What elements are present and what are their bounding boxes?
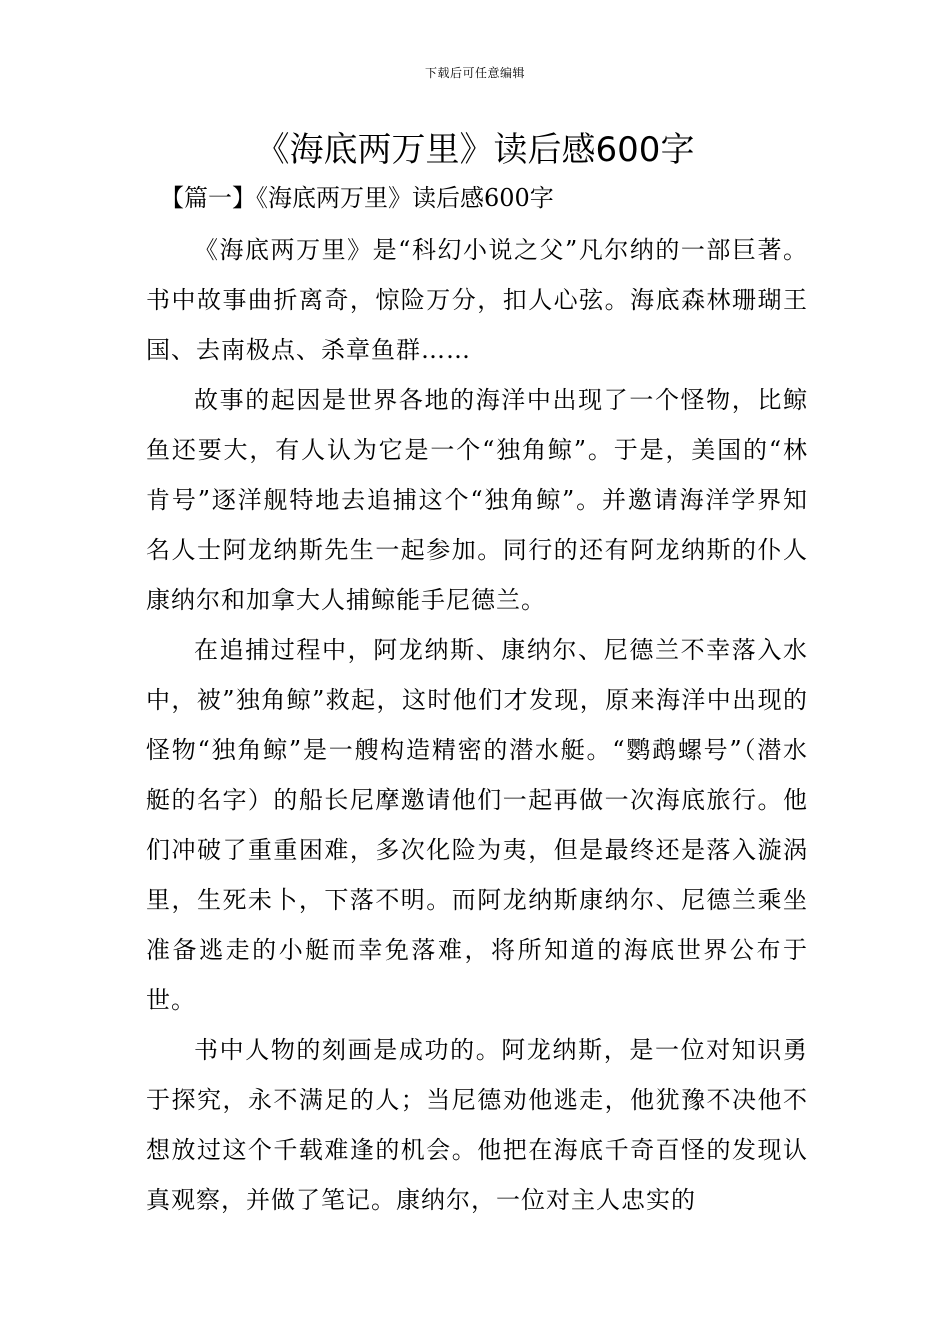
section-heading: 【篇一】《海底两万里》读后感600字 [160,184,554,212]
document-title: 《海底两万里》读后感600字 [255,130,695,170]
paragraph: 《海底两万里》是“科幻小说之父”凡尔纳的一部巨著。书中故事曲折离奇，惊险万分，扣人心弦。海底森林珊瑚王国、去南极点、杀章鱼群…… [146,236,808,364]
paragraph: 在追捕过程中，阿龙纳斯、康纳尔、尼德兰不幸落入水中，被”独角鲸”救起，这时他们才发现，原来海洋中出现的怪物“独角鲸”是一艘构造精密的潜水艇。“鹦鹉螺号”（潜水艇的名字）的船长尼摩邀请他们一起再做一次海底旅行。他们冲破了重重困难，多次化险为夷，但是最终还是落入漩涡里，生死未卜，下落不明。而阿龙纳斯康纳尔、尼德兰乘坐准备逃走的小艇而幸免落难，将所知道的海底世界公布于世。 [146,636,808,1014]
paragraph: 书中人物的刻画是成功的。阿龙纳斯，是一位对知识勇于探究，永不满足的人；当尼德劝他逃走，他犹豫不决他不想放过这个千载难逢的机会。他把在海底千奇百怪的发现认真观察，并做了笔记。康纳尔，一位对主人忠实的 [146,1036,808,1214]
paragraph: 故事的起因是世界各地的海洋中出现了一个怪物，比鲸鱼还要大，有人认为它是一个“独角鲸”。于是，美国的“林肯号”逐洋舰特地去追捕这个“独角鲸”。并邀请海洋学界知名人士阿龙纳斯先生一起参加。同行的还有阿龙纳斯的仆人康纳尔和加拿大人捕鲸能手尼德兰。 [146,386,808,614]
header-note: 下载后可任意编辑 [424,66,525,80]
document-body [146,225,808,1225]
